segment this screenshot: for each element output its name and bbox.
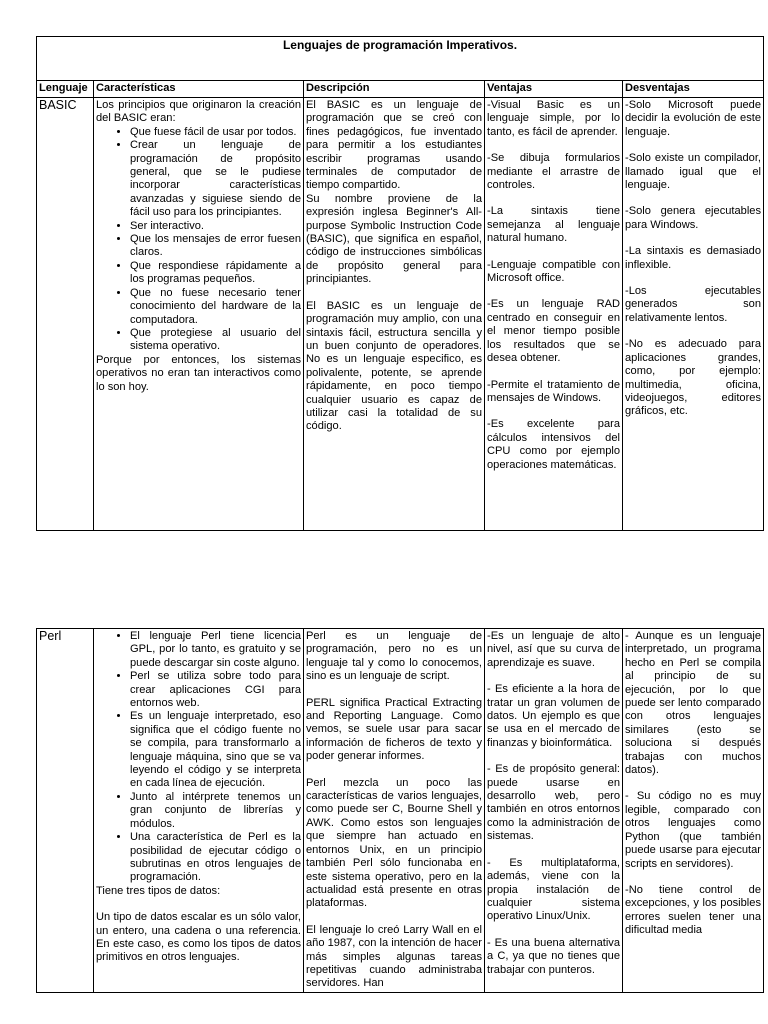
paragraph: -Solo existe un compilador, llamado igual que el lenguaje. xyxy=(625,152,762,192)
paragraph: -Es un lenguaje de alto nivel, así que su curva de aprendizaje es suave. xyxy=(487,630,620,669)
basic-car-list xyxy=(96,126,301,354)
paragraph: El BASIC es un lenguaje de programación que se creó con fines pedagógicos, fue inventado para permitir a los estudiantes escribir programas usando terminales de computador de tiempo compartido. xyxy=(306,99,482,192)
perl-car-list xyxy=(96,630,301,885)
list-item: • Que respondiese rápidamente a los programas pequeños. xyxy=(130,260,301,287)
paragraph: - Es multiplataforma, además, viene con la propia instalación de cualquier sistema operativo Linux/Unix. xyxy=(487,856,620,923)
list-item: • Perl se utiliza sobre todo para crear aplicaciones CGI para entornos web. xyxy=(130,670,301,710)
header-ventajas: Ventajas xyxy=(485,81,623,98)
list-item: • Es un lenguaje interpretado, eso significa que el código fuente no se compila, para transformarlo a lenguaje máquina, sino que se va leyendo el código y se interpreta en cada línea de ejecución. xyxy=(130,710,301,790)
table-imperative-languages xyxy=(36,36,764,531)
paragraph: - Su código no es muy legible, comparado con otros lenguajes como Python (que también puede usarse para ejecutar scripts en servidores). xyxy=(625,790,761,870)
header-lenguaje: Lenguaje xyxy=(37,81,94,98)
list-item: • Que no fuese necesario tener conocimiento del hardware de la computadora. xyxy=(130,287,301,327)
paragraph: -No es adecuado para aplicaciones grandes, como, por ejemplo: multimedia, oficina, videojuegos, editores gráficos, etc. xyxy=(625,338,762,418)
list-item: • Junto al intérprete tenemos un gran conjunto de librerías y módulos. xyxy=(130,791,301,831)
paragraph: -Los ejecutables generados son relativamente lentos. xyxy=(625,285,762,324)
perl-car-outro: Tiene tres tipos de datos: xyxy=(96,884,221,897)
header-desventajas: Desventajas xyxy=(623,81,764,98)
perl-descripcion xyxy=(304,629,485,993)
list-item: • Una característica de Perl es la posibilidad de ejecutar código o subrutinas en otros lenguajes de programación. xyxy=(130,831,301,885)
paragraph: Perl mezcla un poco las características de varios lenguajes, como puede ser C, Bourne Shell y AWK. Como estos son lenguajes que siempre han actuado en entornos Unix, en un principio también Perl sólo funcionaba en este sistema operativo, pero en la actualidad está presente en otras plataformas. xyxy=(306,776,482,910)
paragraph: -No tiene control de excepciones, y los posibles errores suelen tener una dificultad media xyxy=(625,883,761,937)
paragraph: - Es de propósito general: puede usarse en desarrollo web, pero también en otros entornos como la administración de sistemas. xyxy=(487,763,620,843)
list-item: • Ser interactivo. xyxy=(130,220,301,233)
paragraph: -Se dibuja formularios mediante el arrastre de controles. xyxy=(487,152,620,192)
header-descripcion: Descripción xyxy=(304,81,485,98)
paragraph: El lenguaje lo creó Larry Wall en el año 1987, con la intención de hacer más simples algunas tareas repetitivas cuando administraba servidores. Han xyxy=(306,923,482,990)
language-name-basic: BASIC xyxy=(37,98,94,531)
paragraph: Perl es un lenguaje de programación, pero no es un lenguaje tal y como lo conocemos, sino es un lenguaje de script. xyxy=(306,630,482,683)
basic-descripcion xyxy=(304,98,485,531)
basic-car-outro: Porque por entonces, los sistemas operativos no eran tan interactivos como lo son hoy. xyxy=(96,353,301,393)
header-caracteristicas: Características xyxy=(94,81,304,98)
paragraph: PERL significa Practical Extracting and Reporting Language. Como vemos, se suele usar para sacar información de ficheros de texto y poder generar informes. xyxy=(306,696,482,763)
language-name-perl: Perl xyxy=(37,629,94,993)
basic-ventajas xyxy=(485,98,623,531)
paragraph: -Solo Microsoft puede decidir la evolución de este lenguaje. xyxy=(625,99,762,138)
paragraph: -Es un lenguaje RAD centrado en conseguir en el menor tiempo posible los resultados que se desea obtener. xyxy=(487,298,620,365)
paragraph: Su nombre proviene de la expresión inglesa Beginner's All-purpose Symbolic Instruction Code (BASIC), que significa en español, código de instrucciones simbólicas de propósito general para principiantes. xyxy=(306,192,482,286)
list-item: • Que fuese fácil de usar por todos. xyxy=(130,126,301,139)
list-item: • El lenguaje Perl tiene licencia GPL, por lo tanto, es gratuito y se puede descargar sin coste alguno. xyxy=(130,630,301,670)
perl-desventajas xyxy=(623,629,764,993)
perl-ventajas xyxy=(485,629,623,993)
list-item: • Crear un lenguaje de programación de propósito general, que se le pudiese incorporar características avanzadas y siguiese siendo de fácil uso para los principiantes. xyxy=(130,139,301,219)
perl-car-outro-2: Un tipo de datos escalar es un sólo valor, un entero, una cadena o una referencia. En este caso, es como los tipos de datos primitivos en otros lenguajes. xyxy=(96,911,301,964)
table-title: Lenguajes de programación Imperativos. xyxy=(37,37,764,81)
paragraph: -Solo genera ejecutables para Windows. xyxy=(625,205,762,231)
basic-desventajas xyxy=(623,98,764,531)
basic-caracteristicas xyxy=(94,98,304,531)
paragraph: -Es excelente para cálculos intensivos del CPU como por ejemplo operaciones matemáticas. xyxy=(487,418,620,471)
table-perl xyxy=(36,628,764,993)
paragraph: -Permite el tratamiento de mensajes de Windows. xyxy=(487,378,620,404)
paragraph: - Aunque es un lenguaje interpretado, un programa hecho en Perl se compila al principio de su ejecución, por lo que puede ser lento comparado con otros lenguajes similares (esto se soluciona si después trabajas con muchos datos). xyxy=(625,630,761,777)
perl-caracteristicas xyxy=(94,629,304,993)
paragraph: - Es eficiente a la hora de tratar un gran volumen de datos. Un ejemplo es que se usa en el mercado de finanzas y bioinformática. xyxy=(487,683,620,749)
paragraph: -Lenguaje compatible con Microsoft office. xyxy=(487,258,620,285)
paragraph: -Visual Basic es un lenguaje simple, por lo tanto, es fácil de aprender. xyxy=(487,99,620,138)
paragraph: - Es una buena alternativa a C, ya que no tienes que trabajar con punteros. xyxy=(487,936,620,976)
basic-car-intro: Los principios que originaron la creación del BASIC eran: xyxy=(96,99,301,125)
list-item: • Que protegiese al usuario del sistema operativo. xyxy=(130,327,301,354)
paragraph: El BASIC es un lenguaje de programación muy amplio, con una sintaxis fácil, estructura sencilla y un buen conjunto de operadores. No es un lenguaje especifico, es polivalente, potente, se aprende rápidamente, en poco tiempo cualquier usuario es capaz de utilizar casi la totalidad de su código. xyxy=(306,299,482,433)
paragraph: -La sintaxis tiene semejanza al lenguaje natural humano. xyxy=(487,205,620,245)
list-item: • Que los mensajes de error fuesen claros. xyxy=(130,233,301,260)
paragraph: -La sintaxis es demasiado inflexible. xyxy=(625,245,762,271)
